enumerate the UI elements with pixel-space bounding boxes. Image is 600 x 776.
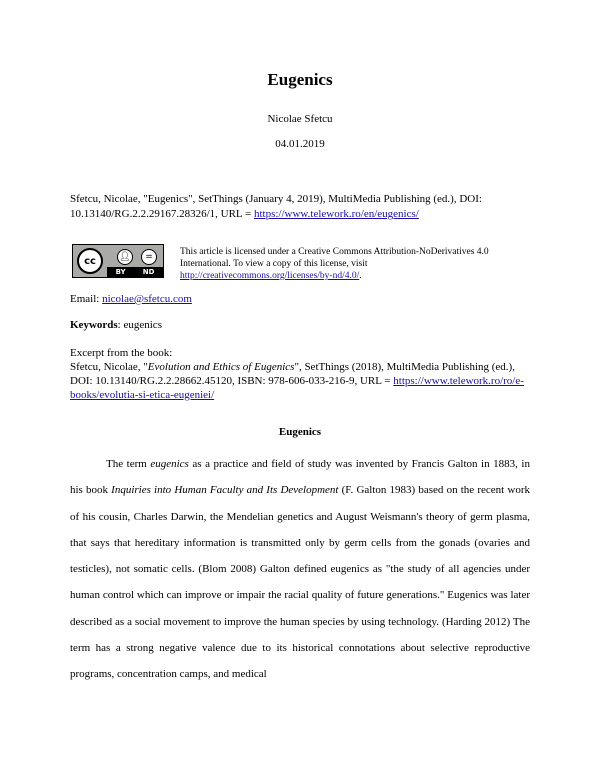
excerpt-book-title: Evolution and Ethics of Eugenics [147, 361, 295, 373]
license-text [180, 246, 550, 282]
paragraph-book-title: Inquiries into Human Faculty and Its Development [111, 484, 339, 497]
keywords-value: eugenics [123, 319, 162, 331]
author-name: Nicolae Sfetcu [267, 113, 333, 125]
section-heading: Eugenics [278, 426, 322, 438]
document-title: Eugenics [267, 70, 333, 89]
keywords-separator: : [117, 319, 124, 331]
excerpt-rest: ", SetThings (2018), MultiMedia Publishing (ed.), DOI: 10.13140/RG.2.2.28662.45120, ISBN: 978-606-033-216-9, URL = [70, 361, 515, 387]
email-line [70, 293, 192, 305]
cc-by-label: BY [115, 268, 126, 276]
citation-text: Sfetcu, Nicolae, "Eugenics", SetThings (January 4, 2019), MultiMedia Publishing (ed.), DOI: 10.13140/RG.2.2.29167.28326/1, URL = [70, 193, 482, 220]
keywords-line [70, 319, 162, 331]
license-suffix: . [359, 271, 362, 281]
cc-logo-icon: cc [77, 248, 103, 274]
cc-nd-label: ND [142, 268, 155, 276]
person-icon: 👤︎ [117, 249, 133, 265]
license-link[interactable]: http://creativecommons.org/licenses/by-nd/4.0/ [180, 271, 360, 281]
excerpt-block [70, 346, 540, 402]
citation [70, 192, 540, 222]
creative-commons-badge[interactable] [72, 244, 164, 278]
email-link[interactable]: nicolae@sfetcu.com [102, 293, 192, 305]
email-label: Email: [70, 293, 103, 305]
paragraph-part-3: (F. Galton 1983) based on the recent work of his cousin, Charles Darwin, the Mendelian genetics and August Weismann's theory of germ plasma, that says that hereditary information is transmitted only by germ cells from the gonads (ovaries and testicles), not somatic cells. (Blom 2008) Galton defined eugenics as "the study of all agencies under human control which can improve or impair the racial quality of future generations." Eugenics was later described as a social movement to improve the human species by using technology. (Harding 2012) The term has a strong negative valence due to its historical connotations about selective reproductive programs, concentration camps, and medical [70, 484, 530, 681]
license-line-2: International. To view a copy of this license, visit [180, 259, 368, 269]
paragraph-part-2: as a practice and field of study was invented by Francis Galton in 1883, in his book [70, 458, 530, 497]
paragraph-term: eugenics [150, 458, 189, 470]
excerpt-link[interactable]: https://www.telework.ro/ro/e-books/evolutia-si-etica-eugeniei/ [70, 375, 524, 401]
excerpt-citation [70, 360, 540, 402]
publication-date: 04.01.2019 [275, 138, 325, 150]
license-line-1: This article is licensed under a Creative Commons Attribution-NoDerivatives 4.0 [180, 247, 489, 257]
keywords-label: Keywords [70, 319, 118, 331]
cc-badge-labels [107, 267, 163, 277]
equals-icon: = [141, 249, 157, 265]
body-paragraph [70, 451, 530, 688]
paragraph-part-1: The term [106, 458, 151, 470]
citation-link[interactable]: https://www.telework.ro/en/eugenics/ [253, 208, 419, 220]
excerpt-prefix: Sfetcu, Nicolae, " [70, 361, 148, 373]
excerpt-intro: Excerpt from the book: [70, 347, 173, 359]
